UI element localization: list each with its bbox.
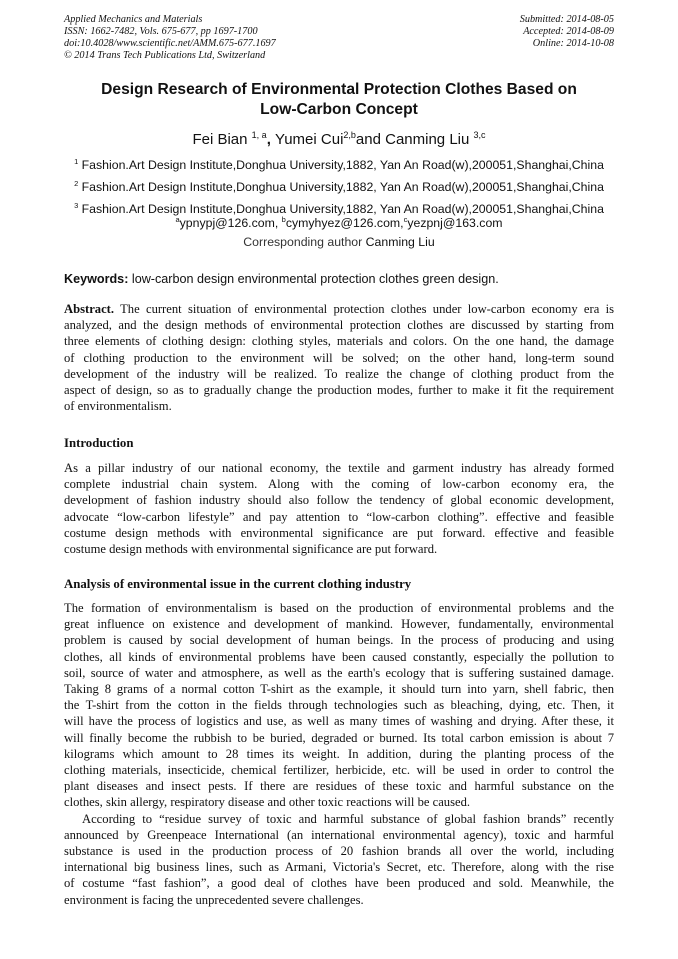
corresponding-author: [64, 235, 614, 249]
author-name: Fei Bian: [192, 131, 248, 148]
author-sup: 2,b: [343, 130, 356, 140]
aff-text: Fashion.Art Design Institute,Donghua University,1882, Yan An Road(w),200051,Shanghai,China: [81, 158, 604, 173]
text-line: environment is facing the unprecedented severe challenges.: [64, 892, 364, 907]
journal-name: Applied Mechanics and Materials: [64, 14, 203, 25]
corresponding-label: Corresponding author: [243, 235, 366, 249]
text-line: aspect of design, so as to gradually change the production modes, further to make it fit the requirement: [64, 383, 614, 398]
email-sup: a: [175, 215, 180, 224]
text-line: great influence on existence and development of mankind. However, fundamentally, environmental: [64, 617, 614, 632]
keywords-label: Keywords:: [64, 272, 129, 286]
title-line: Design Research of Environmental Protection Clothes Based on: [101, 81, 577, 98]
email: cymyhyez@126.com,: [285, 216, 404, 231]
text-line: plant diseases and insect pests. If there are residues of these toxic and harmful substance on the: [64, 779, 614, 794]
paper-title: [64, 80, 614, 120]
abstract-label: Abstract.: [64, 302, 115, 316]
text-line: of costume “fast fashion”, a good deal of clothes have been produced and sold. Meanwhile, the: [64, 876, 614, 891]
text-line: analyzed, and the design methods of environmental protection clothes are discussed by starting from: [64, 318, 614, 333]
affiliation: [64, 201, 614, 216]
analysis-heading: Analysis of environmental issue in the current clothing industry: [64, 577, 412, 591]
aff-sup: 3: [74, 201, 79, 210]
text-line: [64, 301, 614, 317]
author-sup: 1, a: [251, 130, 267, 140]
text-line: of environmentalism.: [64, 399, 172, 414]
online-date: Online: 2014-10-08: [532, 38, 614, 49]
text-line: development of the industry will be realized. To realize the change of clothing product from the: [64, 366, 614, 381]
text-line: The formation of environmentalism is based on the production of environmental problems and the: [64, 601, 614, 615]
text-line: clothing materials, insecticide, chemical fertilizer, herbicide, etc. will be used in order to control the: [64, 763, 614, 778]
issn: ISSN: 1662-7482, Vols. 675-677, pp 1697-1700: [64, 26, 258, 37]
text-line: advocate “low-carbon lifestyle” and pay attention to “low-carbon clothing”. effective and feasible: [64, 509, 614, 524]
text-line: clothes, all kinds of environmental problems have been caused constantly, especially the pollution to: [64, 649, 614, 664]
text-line: According to “residue survey of toxic and harmful substance of global fashion brands” recently: [82, 811, 614, 826]
doi: doi:10.4028/www.scientific.net/AMM.675-677.1697: [64, 38, 276, 49]
aff-text: Fashion.Art Design Institute,Donghua University,1882, Yan An Road(w),200051,Shanghai,China: [81, 202, 604, 217]
text-line: will have the process of logistics and use, as well as many times of washing and drying. After these, it: [64, 714, 614, 729]
title-line: Low-Carbon Concept: [260, 101, 418, 118]
analysis-body: [64, 600, 614, 908]
email: ypnypj@126.com,: [179, 216, 282, 231]
affiliation: [64, 157, 614, 172]
line-text: The current situation of environmental protection clothes under low-carbon economy era is: [114, 302, 614, 316]
aff-sup: 2: [74, 179, 79, 188]
text-line: soil, source of water and atmosphere, as well as the earth's ecology that is suffering sustained damage.: [64, 665, 614, 680]
text-line: kilograms which amount to 28 times its weight. In addition, during the planting process of the: [64, 746, 614, 761]
text-line: the T-shirt from the cotton in the fields through technologies such as bleaching, dying, etc. Then, it: [64, 698, 614, 713]
aff-text: Fashion.Art Design Institute,Donghua University,1882, Yan An Road(w),200051,Shanghai,China: [81, 180, 604, 195]
copyright: © 2014 Trans Tech Publications Ltd, Switzerland: [64, 50, 266, 61]
aff-sup: 1: [74, 157, 79, 166]
text-line: clothes, skin allergy, respiratory disease and other toxic reactions will be caused.: [64, 795, 471, 810]
email: yezpnj@163.com: [407, 216, 503, 231]
text-line: three elements of clothing design: clothing styles, materials and colors. On the one hand, the damage: [64, 334, 614, 349]
text-line: substance is used in the production process of 20 fashion brands all over the world, including: [64, 844, 614, 859]
dates: [520, 14, 614, 50]
text-line: of clothing production to the environment will be solved; on the other hand, long-term sound: [64, 350, 614, 365]
text-line: announced by Greenpeace International (an international environmental agency), toxic and harmful: [64, 827, 614, 842]
author-sep: and: [355, 131, 386, 148]
introduction-body: [64, 460, 614, 557]
text-line: development of fashion industry should also follow the tendency of global economic development,: [64, 493, 614, 508]
text-line: complete industrial chain system. Along with the coming of low-carbon economy era, the: [64, 477, 614, 492]
text-line: international big business lines, such as Armani, Victoria's Secret, etc. Therefore, along with the rise: [64, 860, 614, 875]
introduction-heading: Introduction: [64, 436, 134, 450]
author-sup: 3,c: [473, 130, 486, 140]
author-sep: ,: [266, 131, 276, 148]
author-name: Canming Liu: [385, 131, 470, 148]
accepted-date: Accepted: 2014-08-09: [523, 26, 614, 37]
keywords-text: low-carbon design environmental protection clothes green design.: [128, 272, 499, 286]
email-sup: c: [403, 215, 408, 224]
text-line: costume design methods with environmental significance are put forward.: [64, 542, 438, 557]
text-line: Taking 8 grams of a normal cotton T-shirt as the example, it should turn into yarn, shell fabric, then: [64, 682, 614, 697]
journal-info: [64, 14, 276, 62]
text-line: problem is caused by social development of human beings. In the process of producing and using: [64, 633, 614, 648]
email-sup: b: [281, 215, 286, 224]
affiliation: [64, 179, 614, 194]
abstract: [64, 301, 614, 414]
keywords: [64, 272, 614, 286]
authors: [64, 130, 614, 148]
author-name: Yumei Cui: [275, 131, 344, 148]
text-line: As a pillar industry of our national economy, the textile and garment industry has already formed: [64, 461, 614, 475]
text-line: will finally become the rubbish to be buried, degraded or burned. Its total carbon emission is about 7: [64, 730, 614, 745]
text-line: costume design methods with environmental significance are put forward. effective and feasible: [64, 525, 614, 540]
corresponding-name: Canming Liu: [365, 235, 435, 249]
emails: [64, 215, 614, 230]
submitted-date: Submitted: 2014-08-05: [519, 14, 614, 25]
